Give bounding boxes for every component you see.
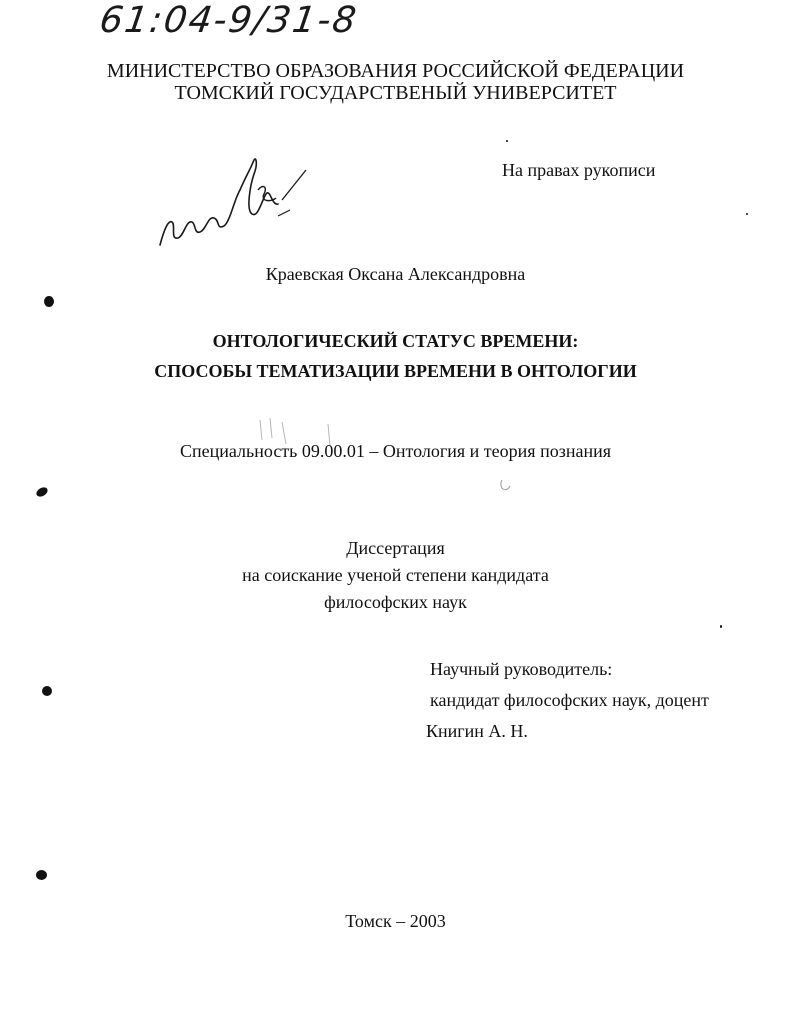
scan-speck bbox=[720, 625, 722, 628]
ministry-line-1: МИНИСТЕРСТВО ОБРАЗОВАНИЯ РОССИЙСКОЙ ФЕДЕРАЦИИ bbox=[106, 60, 685, 82]
dissertation-title bbox=[0, 326, 791, 386]
scan-speck bbox=[42, 686, 52, 696]
archive-number-handwritten: 61:04-9/31-8 bbox=[97, 0, 361, 41]
city-year: Томск – 2003 bbox=[345, 911, 446, 931]
supervisor-name: Книгин А. Н. bbox=[426, 721, 528, 741]
author-name: Краевская Оксана Александровна bbox=[265, 264, 526, 284]
scan-speck bbox=[36, 870, 47, 880]
supervisor-block bbox=[426, 654, 709, 747]
dissertation-purpose bbox=[0, 535, 791, 616]
scan-speck bbox=[746, 213, 748, 215]
title-line-2: СПОСОБЫ ТЕМАТИЗАЦИИ ВРЕМЕНИ В ОНТОЛОГИИ bbox=[154, 361, 637, 381]
handwritten-signature bbox=[150, 150, 310, 260]
specialty-line: Специальность 09.00.01 – Онтология и теория познания bbox=[180, 441, 611, 461]
supervisor-degree: кандидат философских наук, доцент bbox=[430, 690, 709, 710]
scan-speck bbox=[35, 486, 49, 499]
ministry-header bbox=[0, 60, 791, 104]
dissertation-line-3: философских наук bbox=[324, 592, 467, 612]
dissertation-line-1: Диссертация bbox=[346, 538, 445, 558]
scan-speck bbox=[44, 296, 54, 307]
ministry-line-2: ТОМСКИЙ ГОСУДАРСТВЕНЫЙ УНИВЕРСИТЕТ bbox=[174, 82, 617, 104]
dissertation-line-2: на соискание ученой степени кандидата bbox=[242, 565, 549, 585]
rights-note: На правах рукописи bbox=[502, 160, 656, 180]
title-line-1: ОНТОЛОГИЧЕСКИЙ СТАТУС ВРЕМЕНИ: bbox=[212, 331, 579, 351]
scan-speck bbox=[506, 140, 508, 142]
supervisor-label: Научный руководитель: bbox=[430, 659, 613, 679]
